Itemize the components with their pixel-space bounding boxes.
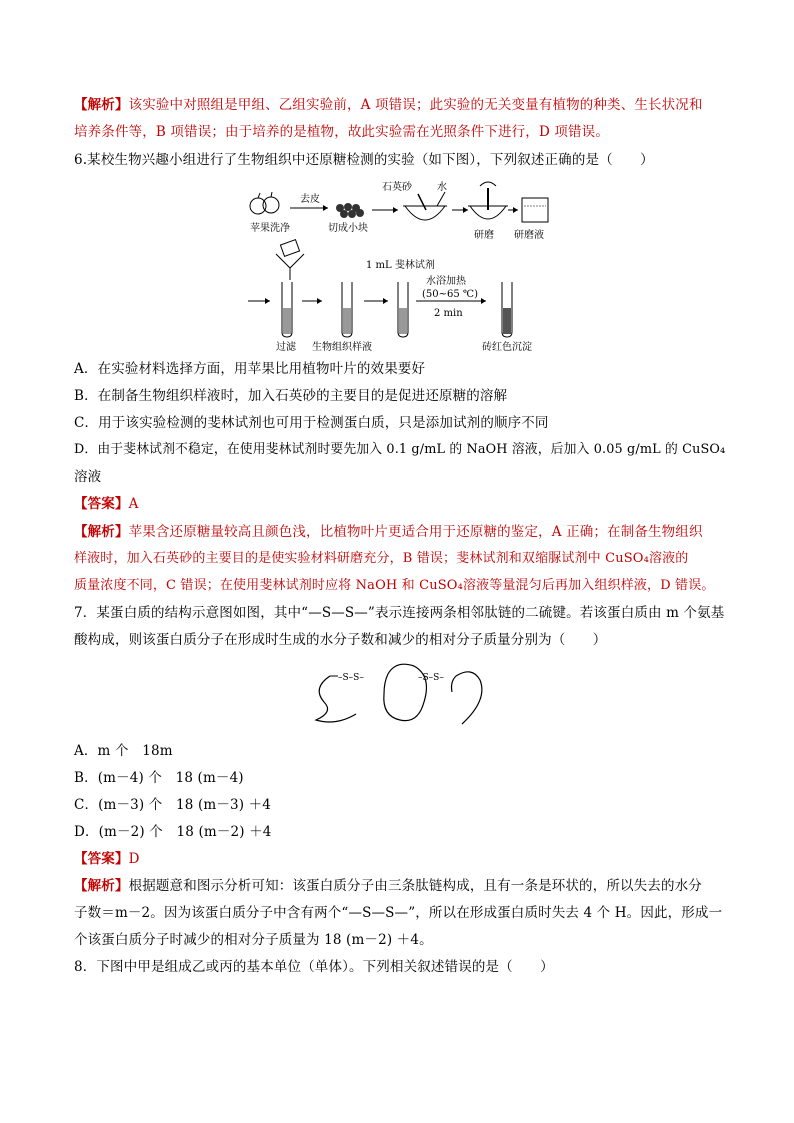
grind-liquid-label: 研磨液 — [514, 230, 544, 241]
reagent-label: 1 mL 斐林试剂 — [366, 260, 435, 271]
answer-value: A — [128, 496, 139, 512]
q6-option-b: B．在制备生物组织样液时，加入石英砂的主要目的是促进还原糖的溶解 — [74, 388, 508, 404]
disulfide-bond-2: –S–S– — [418, 673, 444, 683]
answer-tag: 【答案】 — [74, 851, 129, 867]
apple-pieces-icon — [336, 203, 364, 218]
peel-label: 去皮 — [300, 194, 320, 205]
q7-analysis-line-2: 子数＝m－2。因为该蛋白质分子中含有两个“—S—S—”，所以在形成蛋白质时失去 4 个 H。因此，形成一 — [74, 905, 723, 921]
sample-label: 生物组织样液 — [312, 342, 372, 353]
analysis-tag: 【解析】 — [74, 524, 129, 540]
time-label: 2 min — [434, 308, 463, 319]
cut-label: 切成小块 — [328, 223, 368, 234]
answer-value: D — [128, 851, 140, 867]
analysis-text: 根据题意和图示分析可知：该蛋白质分子由三条肽链构成，且有一条是环状的，所以失去的水分 — [128, 878, 702, 894]
q7-option-c: C．(m－3) 个 18 (m－3) ＋4 — [74, 797, 271, 813]
grind-label: 研磨 — [474, 230, 494, 241]
q7-option-d: D．(m－2) 个 18 (m－2) ＋4 — [74, 824, 272, 840]
q5-analysis-line-1 — [74, 96, 703, 114]
pestle-icon — [468, 182, 508, 219]
test-tube-sample — [342, 282, 352, 337]
q6-analysis-line-3: 质量浓度不同，C 错误；在使用斐林试剂时应将 NaOH 和 CuSO₄溶液等量混匀后再加入组织样液，D 错误。 — [74, 578, 715, 593]
answer-tag: 【答案】 — [74, 496, 129, 512]
q7-stem-line-1: 7．某蛋白质的结构示意图如图，其中“—S—S—”表示连接两条相邻肽链的二硫键。若该蛋白质由 m 个氨基 — [74, 605, 725, 621]
q7-option-a: A．m 个 18m — [74, 743, 173, 759]
q6-option-c: C．用于该实验检测的斐林试剂也可用于检测蛋白质，只是添加试剂的顺序不同 — [74, 415, 549, 431]
precipitate-label: 砖红色沉淀 — [482, 342, 532, 353]
analysis-tag: 【解析】 — [74, 97, 129, 113]
q7-answer — [74, 850, 140, 868]
peptide-chain-3 — [452, 672, 482, 724]
q6-analysis-line-2: 样液时，加入石英砂的主要目的是使实验材料研磨充分，B 错误；斐林试剂和双缩脲试剂中 CuSO₄溶液的 — [74, 551, 689, 566]
q6-answer — [74, 495, 139, 513]
analysis-tag: 【解析】 — [74, 878, 129, 894]
q7-analysis-line-1 — [74, 877, 702, 895]
apple-icon — [250, 192, 279, 214]
q6-experiment-figure — [240, 176, 560, 354]
q6-option-d-line-2: 溶液 — [74, 469, 102, 485]
q7-stem-line-2: 酸构成，则该蛋白质分子在形成时生成的水分子数和减少的相对分子质量分别为（ ） — [74, 632, 607, 648]
filter-label: 过滤 — [276, 342, 296, 353]
q7-protein-figure — [310, 658, 500, 730]
quartz-label: 石英砂 — [382, 182, 412, 193]
apple-wash-label: 苹果洗净 — [250, 223, 290, 234]
q5-analysis-line-2: 培养条件等，B 项错误；由于培养的是植物，故此实验需在光照条件下进行，D 项错误。 — [74, 124, 609, 140]
mortar-icon — [403, 192, 447, 220]
test-tube-precipitate — [502, 282, 512, 337]
q7-analysis-line-3: 个该蛋白质分子时减少的相对分子质量为 18 (m－2) ＋4。 — [74, 932, 433, 948]
water-label: 水 — [437, 182, 447, 193]
q6-analysis-line-1 — [74, 523, 703, 541]
bath-label: 水浴加热 — [426, 276, 466, 287]
funnel-icon — [276, 240, 304, 280]
q6-option-a: A．在实验材料选择方面，用苹果比用植物叶片的效果要好 — [74, 361, 426, 377]
test-tube-filter — [282, 282, 292, 337]
temp-label: (50~65 ℃) — [422, 289, 478, 300]
q6-option-d-line-1: D．由于斐林试剂不稳定，在使用斐林试剂时要先加入 0.1 g/mL 的 NaOH 溶液，后加入 0.05 g/mL 的 CuSO₄ — [74, 442, 726, 457]
q8-stem: 8．下图中甲是组成乙或丙的基本单位（单体）。下列相关叙述错误的是（ ） — [74, 959, 554, 975]
q7-option-b: B．(m－4) 个 18 (m－4) — [74, 770, 244, 786]
beaker-icon — [522, 198, 548, 222]
analysis-text: 该实验中对照组是甲组、乙组实验前，A 项错误；此实验的无关变量有植物的种类、生长状况和 — [128, 97, 703, 113]
disulfide-bond-1: –S–S– — [338, 673, 364, 683]
analysis-text: 苹果含还原糖量较高且颜色浅，比植物叶片更适合用于还原糖的鉴定，A 正确；在制备生物组织 — [128, 524, 703, 540]
test-tube-reagent — [398, 282, 408, 337]
q6-stem: 6.某校生物兴趣小组进行了生物组织中还原糖检测的实验（如下图），下列叙述正确的是（ ） — [74, 152, 654, 168]
